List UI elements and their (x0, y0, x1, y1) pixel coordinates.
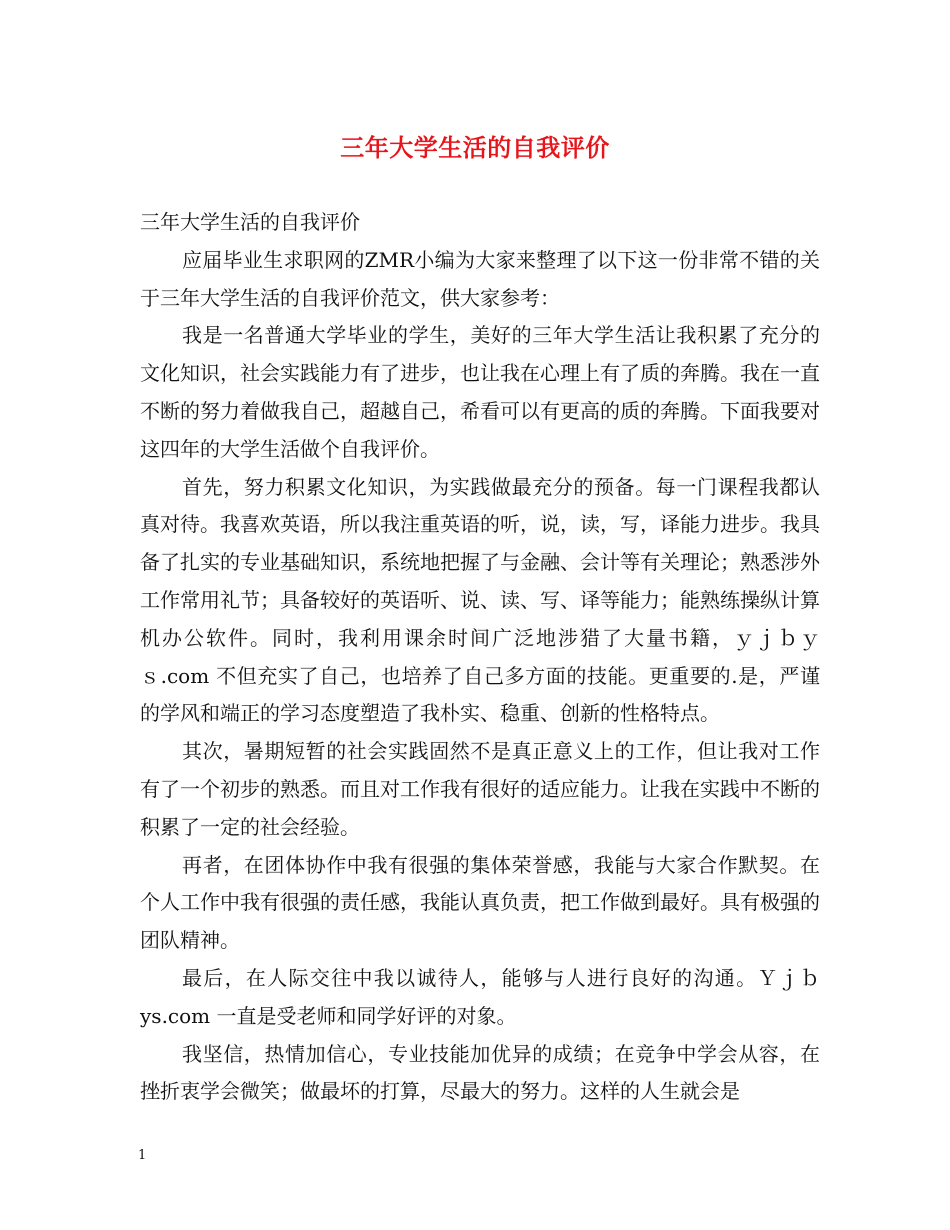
paragraph-self-intro: 我是一名普通大学毕业的学生，美好的三年大学生活让我积累了充分的文化知识，社会实践能力有了进步，也让我在心理上有了质的奔腾。我在一直不断的努力着做我自己，超越自己，希看可以有更高的质的奔腾。下面我要对这四年的大学生活做个自我评价。 (140, 323, 820, 461)
paragraph-intro: 应届毕业生求职网的ZMR小编为大家来整理了以下这一份非常不错的关于三年大学生活的自我评价范文，供大家参考： (140, 247, 820, 310)
paragraph-last: 最后，在人际交往中我以诚待人，能够与人进行良好的沟通。Ｙｊｂ ys.com 一直是受老师和同学好评的对象。 (140, 965, 820, 1028)
document-body (140, 204, 820, 1111)
paragraph-first: 首先，努力积累文化知识，为实践做最充分的预备。每一门课程我都认真对待。我喜欢英语，所以我注重英语的听，说，读，写，译能力进步。我具备了扎实的专业基础知识，系统地把握了与金融、会计等有关理论；熟悉涉外工作常用礼节；具备较好的英语听、说、读、写、译等能力；能熟练操纵计算机办公软件。同时，我利用课余时间广泛地涉猎了大量书籍，ｙｊｂｙｓ.com 不但充实了自己，也培养了自己多方面的技能。更重要的.是，严谨的学风和端正的学习态度塑造了我朴实、稳重、创新的性格特点。 (140, 474, 820, 726)
paragraph-second: 其次，暑期短暂的社会实践固然不是真正意义上的工作，但让我对工作有了一个初步的熟悉。而且对工作我有很好的适应能力。让我在实践中不断的积累了一定的社会经验。 (140, 739, 820, 839)
document-title: 三年大学生活的自我评价 (340, 133, 610, 162)
page-number: 1 (138, 1148, 147, 1163)
document-subtitle: 三年大学生活的自我评价 (140, 210, 360, 234)
paragraph-third: 再者，在团体协作中我有很强的集体荣誉感，我能与大家合作默契。在个人工作中我有很强的责任感，我能认真负责，把工作做到最好。具有极强的团队精神。 (140, 852, 820, 953)
paragraph-conclusion: 我坚信，热情加信心，专业技能加优异的成绩；在竞争中学会从容，在挫折衷学会微笑；做最坏的打算，尽最大的努力。这样的人生就会是 (140, 1041, 820, 1104)
